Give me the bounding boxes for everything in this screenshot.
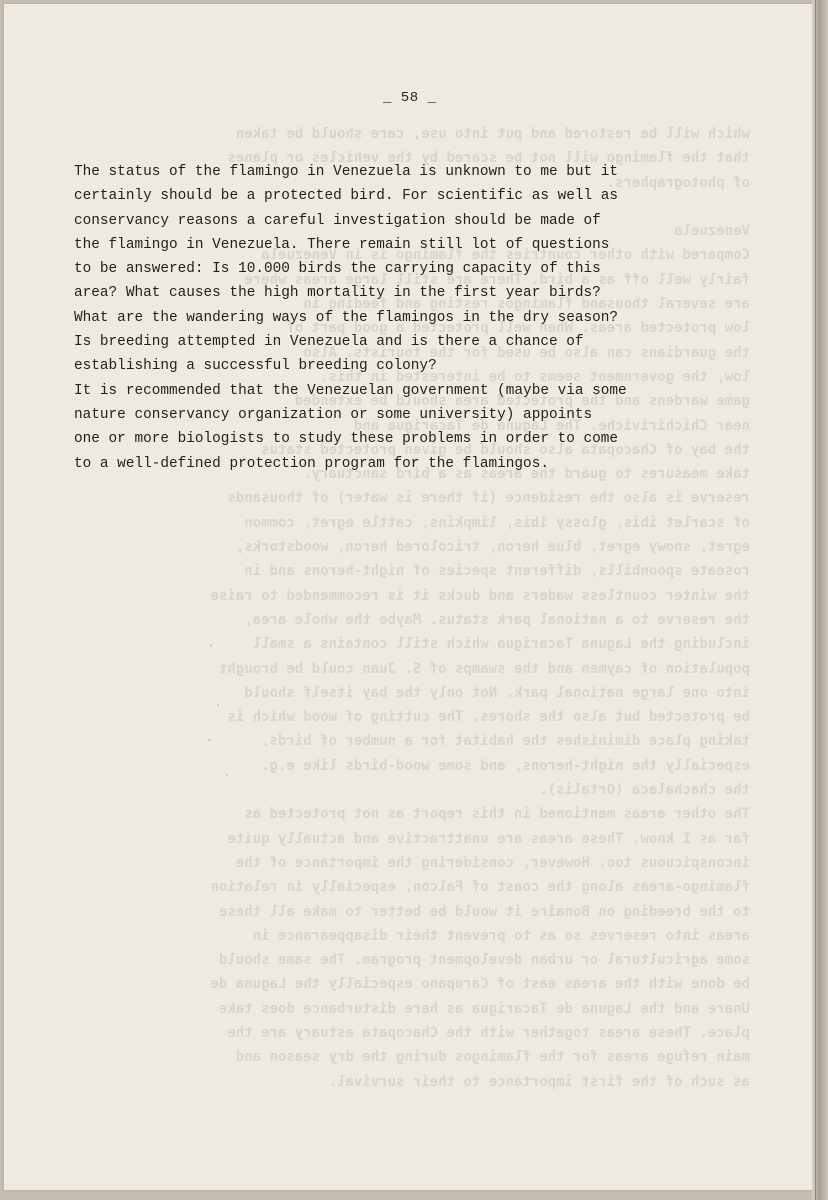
text-line: It is recommended that the Venezuelan government (maybe via some — [74, 382, 627, 399]
scan-speck — [226, 774, 228, 776]
text-line: the flamingo in Venezuela. There remain still lot of questions — [74, 236, 610, 253]
text-line: What are the wandering ways of the flamingos in the dry season? — [74, 309, 619, 326]
scan-speck — [208, 739, 211, 741]
bleed-through-text: which will be restored and put into use, care should be taken that the flamingo will not be scared by the vehicles or planes of photographers. Venezuela Compared with other countries the flamingo is in Venezuela fairly well off as a bird. There are still large areas where are several thousand flamingos resting and feeding in low protected areas. When well protected a good part of the guardians can also be used for the tourists. Also low, the government seems to be interested in this. game wardens and the protected area should be extended near Chichiriviche. The Laguna de Tacarigua and the bay of Chacopata also should be given protected status take measures to guard the areas as a bird sanctuary. reserve is also the residence (if there is water) of thousands of scarlet ibis, glossy ibis, limpkins, cattle egret, common egret, snowy egret, blue heron, tricolored heron, woodstorks, roseate spoonbills, different species of night-herons and in the winter countless waders and ducks it is recommended to raise the reserve to a national park status. Maybe the whole area, including the Laguna Tacarigua which still contains a small population of caymen and the swamps of S. Juan could be brought into one large national park. Not only the bay itself should be protected but also the shores. The cutting of wood which is taking place diminishes the habitat for a number of birds, especially the night-herons, and some wood-birds like e.g. the chachalaca (Ortalis). The other areas mentioned in this report as not protected as far as I know. These areas are unattractive and actually quite inconspicuous too. However, considering the importance of the flamingo-areas along the coast of Falcon, especially in relation to the breeding on Bonaire it would be better to make all these areas into reserves so as to prevent their disappearance in some agricultural or urban development program. The same should be done with the areas east of Carupano especially the Laguna de Unare and the Laguna de Tacarigua as here disturbance does take place. These areas together with the Chacopata estuary are the main refuge areas for the flamingos during the dry season and as such of the first importance to their survival. — [210, 126, 750, 1090]
page-edge-line — [815, 0, 816, 1200]
text-line: Is breeding attempted in Venezuela and is there a chance of — [74, 334, 584, 351]
scan-speck — [210, 644, 212, 647]
body-text — [74, 160, 774, 476]
text-line: establishing a successful breeding colony? — [74, 358, 437, 375]
text-line: area? What causes the high mortality in the first year birds? — [74, 285, 601, 302]
scan-speck — [217, 704, 219, 706]
text-line: The status of the flamingo in Venezuela is unknown to me but it — [74, 164, 619, 180]
text-line: nature conservancy organization or some university) appoints — [74, 406, 593, 423]
text-line: conservancy reasons a careful investigation should be made of — [74, 212, 601, 229]
page-number: _ 58 _ — [383, 90, 437, 106]
text-line: to be answered: Is 10.000 birds the carrying capacity of this — [74, 261, 601, 278]
text-line: one or more biologists to study these problems in order to come — [74, 431, 619, 448]
text-line: certainly should be a protected bird. For scientific as well as — [74, 188, 619, 205]
text-line: to a well-defined protection program for the flamingos. — [74, 455, 549, 472]
